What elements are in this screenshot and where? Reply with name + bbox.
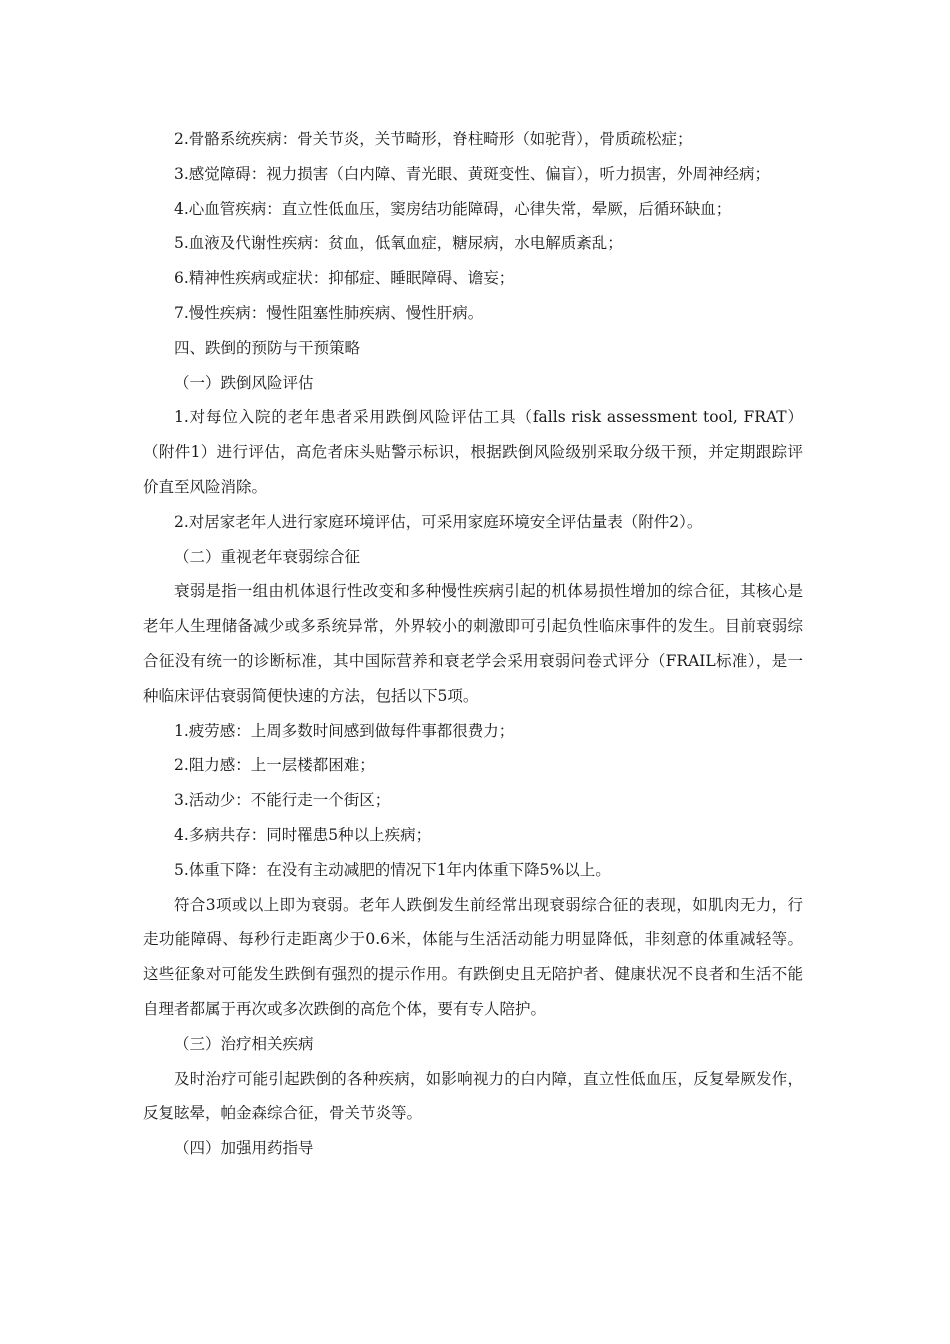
paragraph-chronic-disease: 7.慢性疾病：慢性阻塞性肺疾病、慢性肝病。 — [174, 303, 484, 322]
paragraph-treat-diseases: 及时治疗可能引起跌倒的各种疾病，如影响视力的白内障，直立性低血压，反复晕厥发作，反复眩晕，帕金森综合征，骨关节炎等。 — [143, 1069, 803, 1123]
paragraph-psychiatric-disease: 6.精神性疾病或症状：抑郁症、睡眠障碍、谵妄； — [174, 269, 515, 288]
paragraph-sensory-disorder: 3.感觉障碍：视力损害（白内障、青光眼、黄斑变性、偏盲），听力损害，外周神经病； — [174, 164, 771, 183]
paragraph-frat-assessment: 1.对每位入院的老年患者采用跌倒风险评估工具（falls risk assessment tool, FRAT）（附件1）进行评估，高危者床头贴警示标识，根据跌倒风险级别采取分级干预，并定期跟踪评价直至风险消除。 — [143, 408, 803, 496]
paragraph-metabolic-disease: 5.血液及代谢性疾病：贫血，低氧血症，糖尿病，水电解质紊乱； — [174, 234, 623, 253]
list-item-resistance: 2.阻力感：上一层楼都困难； — [174, 756, 375, 775]
list-item-activity: 3.活动少：不能行走一个街区； — [174, 791, 391, 810]
list-item-fatigue: 1.疲劳感：上周多数时间感到做每件事都很费力； — [174, 721, 515, 740]
paragraph-skeletal-disease: 2.骨骼系统疾病：骨关节炎，关节畸形，脊柱畸形（如驼背），骨质疏松症； — [174, 130, 693, 148]
list-item-weight-loss: 5.体重下降：在没有主动减肥的情况下1年内体重下降5%以上。 — [174, 860, 611, 879]
paragraph-frailty-definition: 衰弱是指一组由机体退行性改变和多种慢性疾病引起的机体易损性增加的综合征，其核心是老年人生理储备减少或多系统异常，外界较小的刺激即可引起负性临床事件的发生。目前衰弱综合征没有统一的诊断标准，其中国际营养和衰老学会采用衰弱问卷式评分（FRAIL标准），是一种临床评估衰弱简便快速的方法，包括以下5项。 — [143, 582, 803, 705]
subheading-treat-diseases: （三）治疗相关疾病 — [174, 1034, 314, 1053]
subheading-frailty: （二）重视老年衰弱综合征 — [174, 547, 361, 566]
subheading-medication-guidance: （四）加强用药指导 — [174, 1139, 314, 1158]
paragraph-home-assessment: 2.对居家老年人进行家庭环境评估，可采用家庭环境安全评估量表（附件2）。 — [174, 512, 703, 531]
list-item-comorbidity: 4.多病共存：同时罹患5种以上疾病； — [174, 825, 432, 844]
document-body — [143, 122, 803, 1166]
paragraph-frailty-signs: 符合3项或以上即为衰弱。老年人跌倒发生前经常出现衰弱综合征的表现，如肌肉无力，行走功能障碍、每秒行走距离少于0.6米，体能与生活活动能力明显降低，非刻意的体重减轻等。这些征象对可能发生跌倒有强烈的提示作用。有跌倒史且无陪护者、健康状况不良者和生活不能自理者都属于再次或多次跌倒的高危个体，要有专人陪护。 — [143, 895, 803, 1018]
subheading-risk-assessment: （一）跌倒风险评估 — [174, 373, 314, 392]
paragraph-cardiovascular-disease: 4.心血管疾病：直立性低血压，窦房结功能障碍，心律失常，晕厥，后循环缺血； — [174, 199, 732, 218]
section-heading-prevention: 四、跌倒的预防与干预策略 — [174, 338, 361, 357]
